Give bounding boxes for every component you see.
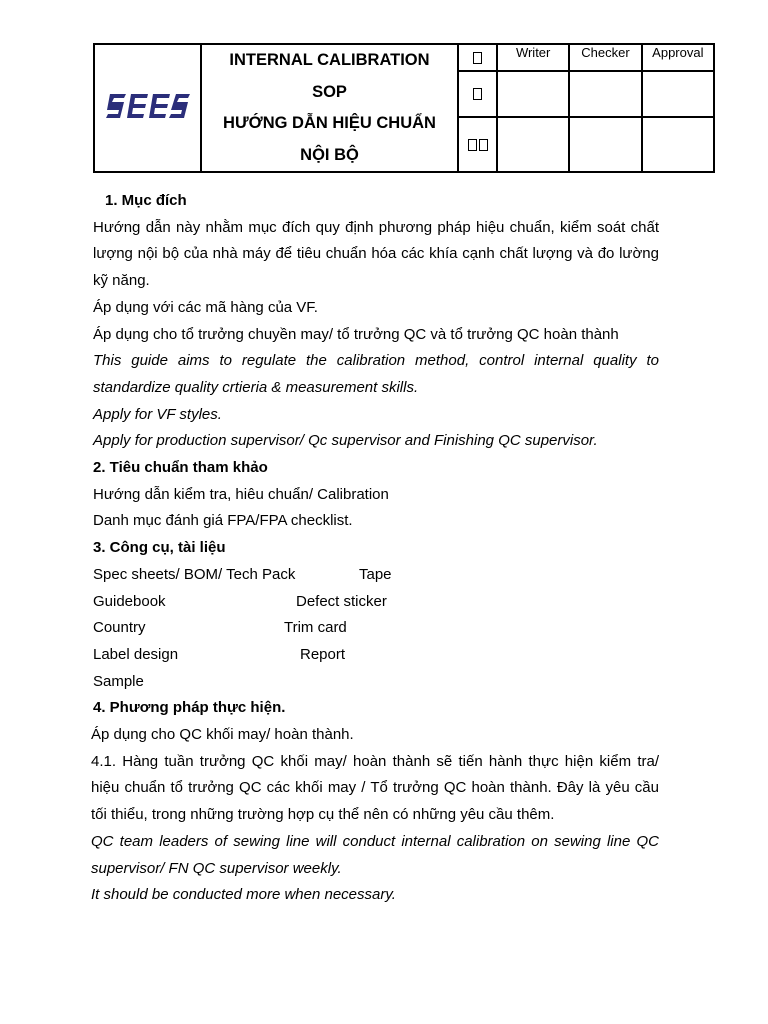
section-4-para: 4.1. Hàng tuần trưởng QC khối may/ hoàn thành sẽ tiến hành thực hiện kiểm tra/ hiệu chuẩn tổ trưởng QC các khối may / Tổ trưởng QC hoàn thành. Đây là yêu cầu tối thiểu, trong những trường hợp cụ thể nên có những yêu cầu thêm. [91, 752, 659, 824]
approval-sign-box [642, 71, 714, 117]
section-3-heading: 3. Công cụ, tài liệu [93, 539, 226, 557]
title-line-1: INTERNAL CALIBRATION [229, 51, 430, 69]
section-2-heading: 2. Tiêu chuẩn tham khảo [93, 459, 268, 477]
approval-header: Approval [642, 44, 714, 71]
section-4-english-2: It should be conducted more when necessary. [91, 886, 396, 904]
checker-header: Checker [569, 44, 641, 71]
section-1-heading: 1. Mục đích [105, 192, 187, 209]
missing-glyph-icon [473, 88, 482, 100]
title-line-3: HƯỚNG DẪN HIỆU CHUẨN [223, 114, 436, 132]
checker-sign-box [569, 71, 641, 117]
writer-date-box [497, 117, 569, 172]
logo-cell [94, 44, 201, 172]
section-1-line-3: Áp dụng cho tổ trưởng chuyền may/ tổ trưởng QC và tổ trưởng QC hoàn thành [93, 325, 619, 343]
section-2-line-2: Danh mục đánh giá FPA/FPA checklist. [93, 512, 353, 530]
document-body [93, 188, 659, 909]
missing-glyph-icon [479, 139, 488, 151]
section-4-heading: 4. Phương pháp thực hiện. [93, 699, 286, 717]
tools-row: Label design Report [93, 645, 346, 663]
section-1-english-2: Apply for VF styles. [93, 405, 222, 423]
section-1-english-1: This guide aims to regulate the calibration method, control internal quality to standardize quality crtieria & measurement skills. [93, 352, 659, 396]
missing-glyph-icon [468, 139, 477, 151]
writer-sign-box [497, 71, 569, 117]
header-table [93, 43, 715, 173]
section-4-intro: Áp dụng cho QC khối may/ hoàn thành. [91, 726, 354, 744]
symbol-cell-1 [458, 44, 497, 71]
tools-row: Country Trim card [93, 619, 347, 637]
title-cell [201, 44, 458, 172]
symbol-cell-2 [458, 71, 497, 117]
title-line-4: NỘI BỘ [300, 145, 359, 164]
section-1-line-2: Áp dụng với các mã hàng của VF. [93, 298, 318, 316]
checker-date-box [569, 117, 641, 172]
approval-date-box [642, 117, 714, 172]
tools-row: Spec sheets/ BOM/ Tech Pack Tape [93, 565, 392, 583]
tools-row: Sample [93, 672, 144, 690]
tools-row: Guidebook Defect sticker [93, 592, 387, 610]
symbol-cell-3 [458, 117, 497, 172]
title-line-2: SOP [312, 82, 347, 101]
section-1-english-3: Apply for production supervisor/ Qc supervisor and Finishing QC supervisor. [93, 432, 598, 450]
writer-header: Writer [497, 44, 569, 71]
section-4-english-1: QC team leaders of sewing line will conduct internal calibration on sewing line QC supervisor/ FN QC supervisor weekly. [91, 832, 659, 877]
section-1-line-1: Hướng dẫn này nhằm mục đích quy định phương pháp hiệu chuẩn, kiểm soát chất lượng nội bộ của nhà máy để tiêu chuẩn hóa các khía cạnh chất lượng và đo lường kỹ năng. [93, 218, 659, 290]
missing-glyph-icon [473, 52, 482, 64]
sees-logo [106, 92, 190, 120]
section-2-line-1: Hướng dẫn kiểm tra, hiêu chuẩn/ Calibration [93, 485, 389, 503]
